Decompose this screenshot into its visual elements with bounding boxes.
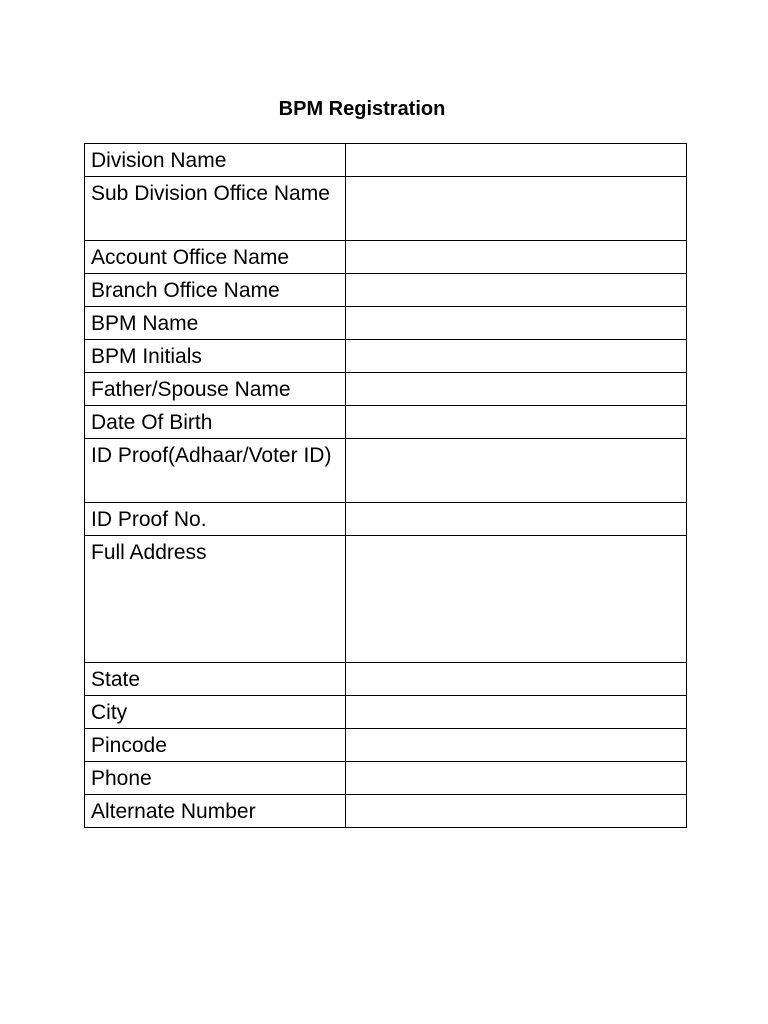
field-value-cell[interactable] [346,729,687,762]
form-row-city [85,696,687,729]
field-label: Account Office Name [85,241,346,274]
field-value-cell[interactable] [346,373,687,406]
form-row-bpm-name [85,307,687,340]
field-value-cell[interactable] [346,406,687,439]
field-value-cell[interactable] [346,439,687,503]
field-label: Date Of Birth [85,406,346,439]
form-row-account-office-name [85,241,687,274]
field-label: Alternate Number [85,795,346,828]
field-label: Full Address [85,536,346,663]
form-row-phone [85,762,687,795]
field-label: Phone [85,762,346,795]
registration-form-table [84,143,687,828]
field-label: BPM Name [85,307,346,340]
field-value-cell[interactable] [346,795,687,828]
field-value-cell[interactable] [346,340,687,373]
field-label: Pincode [85,729,346,762]
field-label: BPM Initials [85,340,346,373]
form-row-division-name [85,144,687,177]
form-row-bpm-initials [85,340,687,373]
form-row-id-proof-type [85,439,687,503]
field-value-cell[interactable] [346,144,687,177]
field-value-cell[interactable] [346,696,687,729]
field-value-cell[interactable] [346,536,687,663]
field-value-cell[interactable] [346,762,687,795]
form-row-alternate-number [85,795,687,828]
form-row-father-spouse-name [85,373,687,406]
field-label: Branch Office Name [85,274,346,307]
field-label: ID Proof No. [85,503,346,536]
field-label: Father/Spouse Name [85,373,346,406]
field-label: City [85,696,346,729]
form-row-sub-division-office-name [85,177,687,241]
form-row-branch-office-name [85,274,687,307]
field-value-cell[interactable] [346,503,687,536]
form-row-date-of-birth [85,406,687,439]
field-label: Sub Division Office Name [85,177,346,241]
field-label: ID Proof(Adhaar/Voter ID) [85,439,346,503]
field-value-cell[interactable] [346,274,687,307]
field-label: Division Name [85,144,346,177]
form-row-pincode [85,729,687,762]
field-label: State [85,663,346,696]
field-value-cell[interactable] [346,663,687,696]
form-row-state [85,663,687,696]
page-title: BPM Registration [278,98,446,120]
field-value-cell[interactable] [346,177,687,241]
form-row-full-address [85,536,687,663]
form-row-id-proof-no [85,503,687,536]
field-value-cell[interactable] [346,307,687,340]
field-value-cell[interactable] [346,241,687,274]
